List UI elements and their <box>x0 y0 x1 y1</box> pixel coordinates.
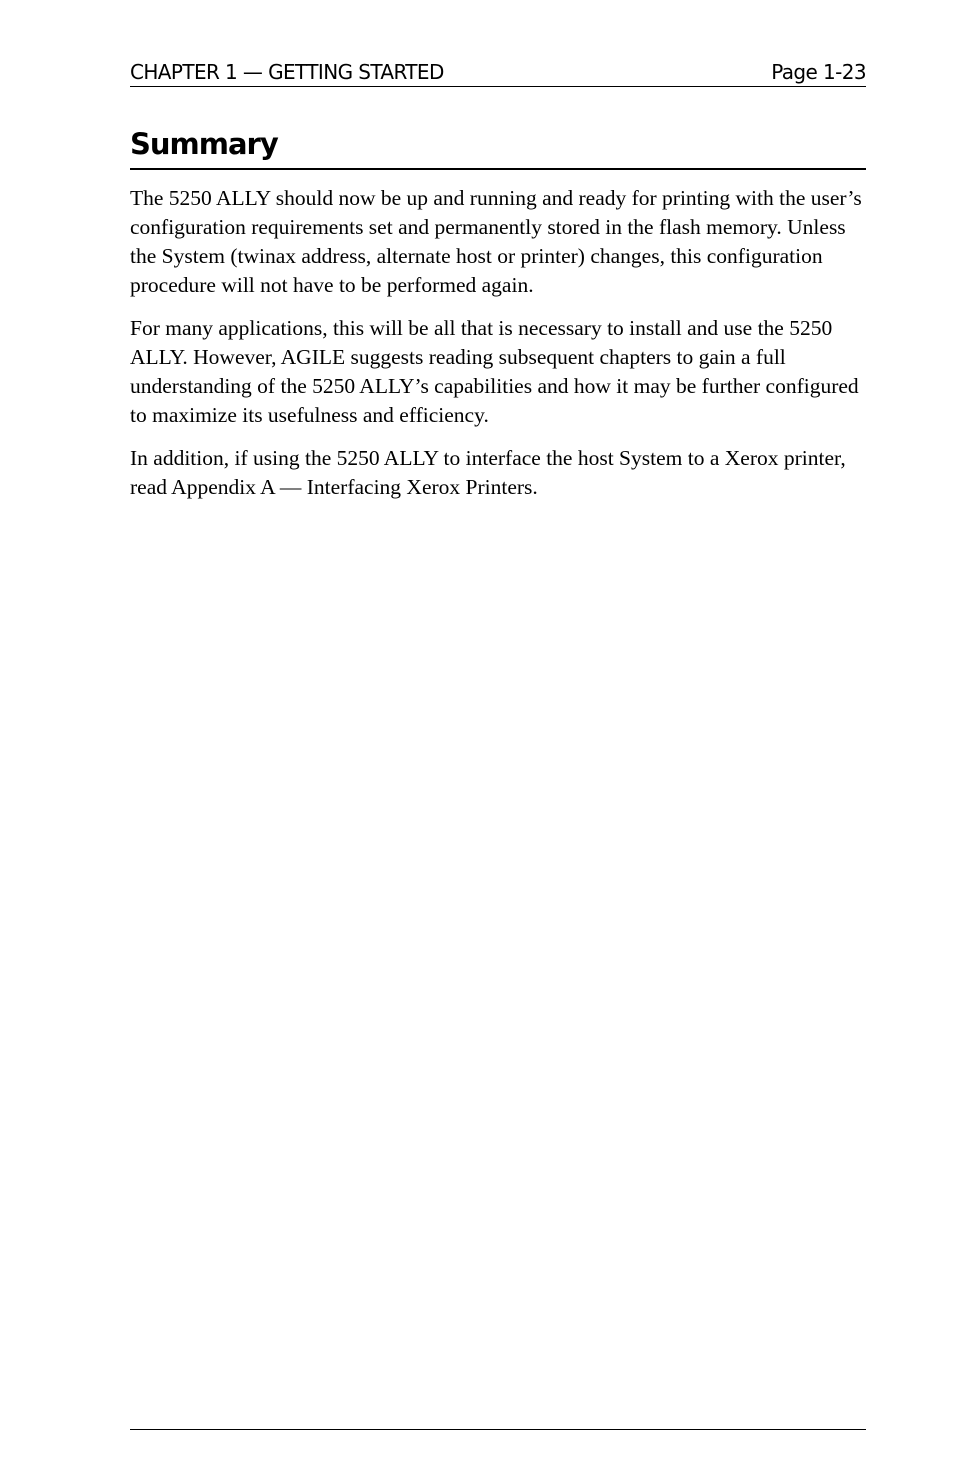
document-page <box>130 0 866 1475</box>
paragraph: The 5250 ALLY should now be up and running and ready for printing with the user’s configuration requirements set and permanently stored in the flash memory. Unless the System (twinax address, alternate host or printer) changes, this configuration procedure will not have to be performed again. <box>130 186 862 297</box>
paragraph: For many applications, this will be all that is necessary to install and use the 5250 ALLY. However, AGILE suggests reading subsequent chapters to gain a full understanding of the 5250 ALLY’s capabilities and how it may be further configured to maximize its usefulness and efficiency. <box>130 316 859 427</box>
body-text <box>130 184 866 516</box>
footer-rule <box>130 1429 866 1430</box>
chapter-title: CHAPTER 1 — GETTING STARTED <box>130 60 444 84</box>
running-header <box>130 58 866 87</box>
paragraph: In addition, if using the 5250 ALLY to interface the host System to a Xerox printer, read Appendix A — Interfacing Xerox Printers. <box>130 446 846 499</box>
page-number: Page 1-23 <box>771 60 866 84</box>
section-heading: Summary <box>130 124 866 170</box>
